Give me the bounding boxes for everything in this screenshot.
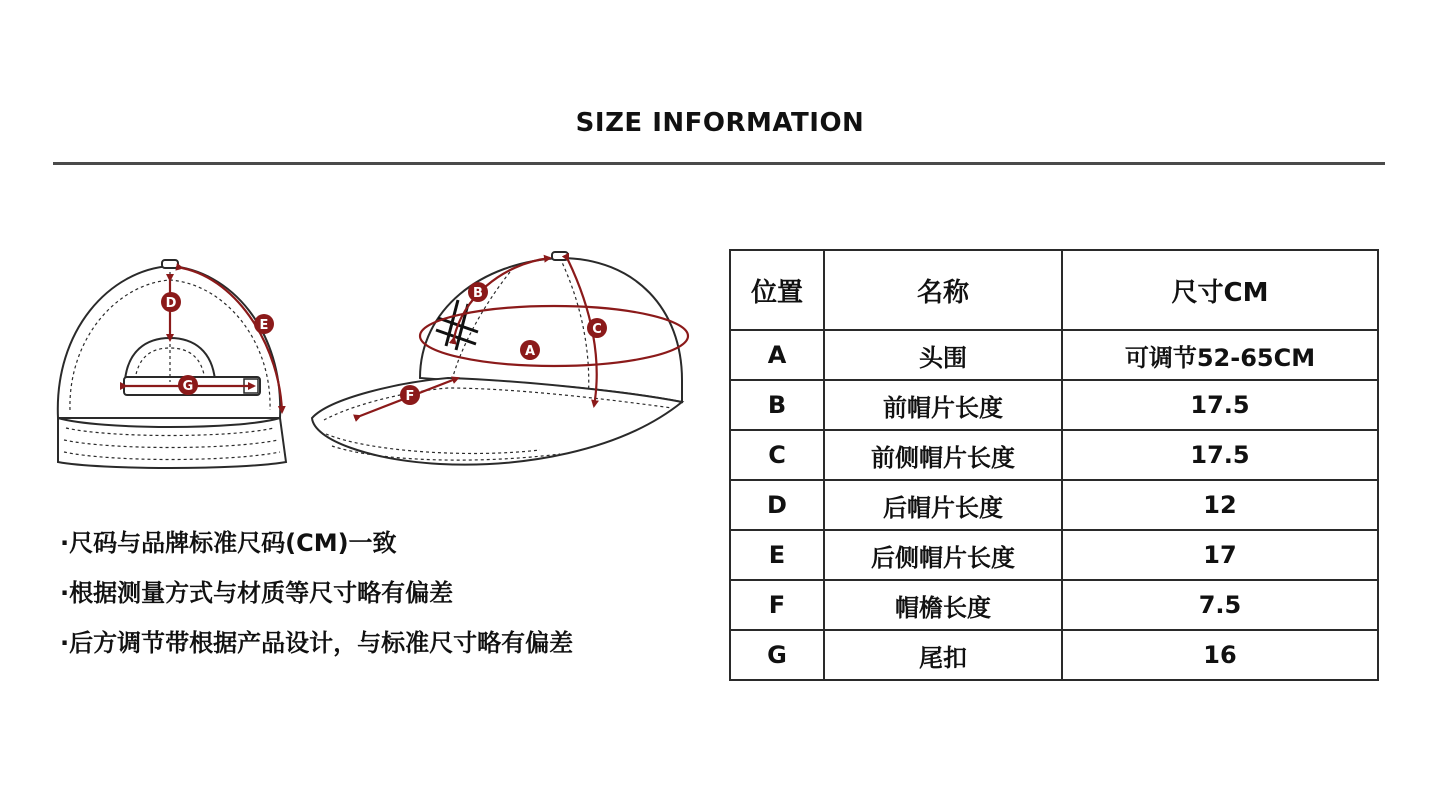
cell-size: 可调节52-65CM (1062, 330, 1378, 380)
cell-size: 17 (1062, 530, 1378, 580)
cell-position: D (730, 480, 824, 530)
cell-size: 16 (1062, 630, 1378, 680)
cell-position: G (730, 630, 824, 680)
marker-c (587, 318, 607, 338)
table-header-row (730, 250, 1378, 330)
cell-name: 前帽片长度 (824, 380, 1062, 430)
header-name: 名称 (824, 250, 1062, 330)
cell-name: 帽檐长度 (824, 580, 1062, 630)
cell-name: 后帽片长度 (824, 480, 1062, 530)
cell-position: A (730, 330, 824, 380)
size-notes (60, 528, 700, 678)
cap-side-view (312, 252, 682, 465)
cell-size: 17.5 (1062, 380, 1378, 430)
table-row (730, 430, 1378, 480)
marker-d (161, 292, 181, 312)
cell-size: 7.5 (1062, 580, 1378, 630)
cell-position: C (730, 430, 824, 480)
cell-size: 17.5 (1062, 430, 1378, 480)
marker-e (254, 314, 274, 334)
cell-name: 后侧帽片长度 (824, 530, 1062, 580)
table-row (730, 480, 1378, 530)
cell-size: 12 (1062, 480, 1378, 530)
cell-name: 前侧帽片长度 (824, 430, 1062, 480)
marker-b (468, 282, 488, 302)
cell-position: F (730, 580, 824, 630)
table-row (730, 580, 1378, 630)
cell-name: 尾扣 (824, 630, 1062, 680)
page-title: SIZE INFORMATION (575, 108, 865, 138)
svg-text:G: G (182, 379, 194, 394)
cell-name: 头围 (824, 330, 1062, 380)
svg-text:E: E (259, 318, 269, 333)
svg-text:A: A (524, 344, 536, 359)
svg-text:D: D (165, 296, 177, 311)
cap-measurement-diagram (40, 240, 700, 480)
note-item: ·根据测量方式与材质等尺寸略有偏差 (60, 579, 454, 607)
marker-a (520, 340, 540, 360)
title-divider (53, 162, 1385, 165)
marker-f (400, 385, 420, 405)
table-row (730, 330, 1378, 380)
size-table (729, 249, 1379, 681)
cell-position: B (730, 380, 824, 430)
table-row (730, 380, 1378, 430)
cell-position: E (730, 530, 824, 580)
svg-text:C: C (592, 322, 602, 337)
table-row (730, 530, 1378, 580)
note-item: ·后方调节带根据产品设计，与标准尺寸略有偏差 (60, 629, 574, 657)
header-size: 尺寸CM (1062, 250, 1378, 330)
svg-text:B: B (473, 286, 483, 301)
header-position: 位置 (730, 250, 824, 330)
table-row (730, 630, 1378, 680)
svg-text:F: F (405, 389, 415, 404)
marker-g (178, 375, 198, 395)
note-item: ·尺码与品牌标准尺码(CM)一致 (60, 529, 397, 557)
cap-back-view (58, 260, 286, 468)
